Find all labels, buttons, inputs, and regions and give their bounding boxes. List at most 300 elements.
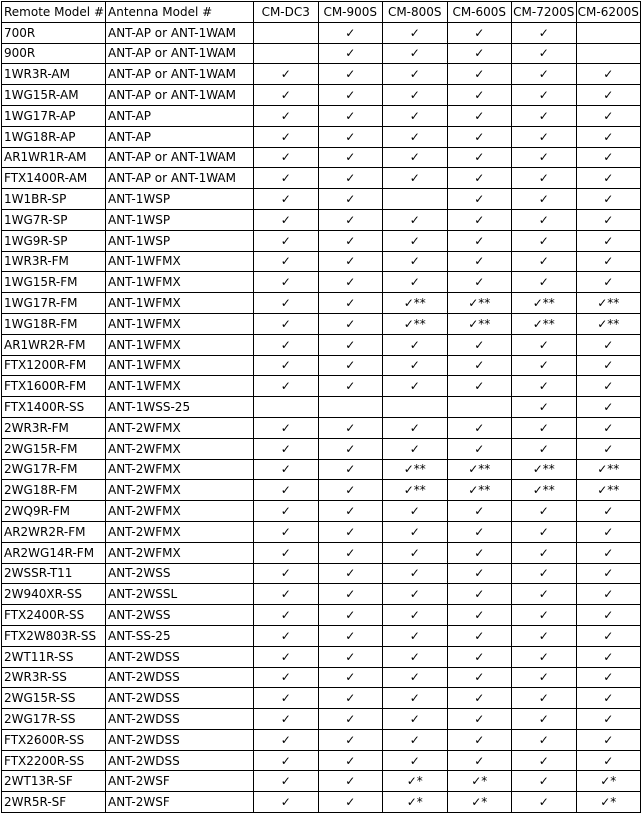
cell-cm-7200s: ✓ xyxy=(512,417,577,438)
cell-remote-model: FTX2W803R-SS xyxy=(2,625,106,646)
cell-remote-model: 1WG15R-FM xyxy=(2,272,106,293)
cell-remote-model: FTX2400R-SS xyxy=(2,605,106,626)
cell-antenna-model: ANT-1WFMX xyxy=(106,334,254,355)
cell-cm-900s: ✓ xyxy=(318,771,383,792)
cell-cm-900s: ✓ xyxy=(318,584,383,605)
cell-antenna-model: ANT-AP or ANT-1WAM xyxy=(106,43,254,64)
cell-cm-7200s: ✓ xyxy=(512,792,577,813)
cell-remote-model: FTX1200R-FM xyxy=(2,355,106,376)
table-row xyxy=(2,709,641,730)
cell-cm-600s: ✓ xyxy=(447,709,512,730)
cell-cm-6200s: ✓ xyxy=(576,625,641,646)
cell-cm-800s: ✓ xyxy=(383,542,448,563)
cell-cm-800s: ✓ xyxy=(383,251,448,272)
cell-cm-900s xyxy=(318,397,383,418)
cell-cm-7200s: ✓ xyxy=(512,646,577,667)
cell-cm-800s: ✓ xyxy=(383,355,448,376)
cell-cm-6200s: ✓ xyxy=(576,189,641,210)
cell-antenna-model: ANT-1WFMX xyxy=(106,376,254,397)
cell-cm-6200s: ✓ xyxy=(576,438,641,459)
header-remote-model: Remote Model # xyxy=(2,2,106,23)
cell-cm-800s: ✓ xyxy=(383,168,448,189)
table-row xyxy=(2,189,641,210)
table-row xyxy=(2,792,641,813)
cell-cm-900s: ✓ xyxy=(318,667,383,688)
cell-cm-600s: ✓ xyxy=(447,334,512,355)
cell-cm-dc3: ✓ xyxy=(254,542,319,563)
cell-remote-model: 2WT13R-SF xyxy=(2,771,106,792)
cell-cm-600s: ✓** xyxy=(447,293,512,314)
cell-cm-dc3: ✓ xyxy=(254,646,319,667)
cell-cm-600s: ✓ xyxy=(447,625,512,646)
cell-cm-dc3: ✓ xyxy=(254,168,319,189)
cell-cm-7200s: ✓ xyxy=(512,230,577,251)
cell-cm-900s: ✓ xyxy=(318,126,383,147)
table-row xyxy=(2,209,641,230)
cell-cm-800s: ✓ xyxy=(383,43,448,64)
cell-cm-dc3 xyxy=(254,397,319,418)
cell-cm-800s: ✓ xyxy=(383,147,448,168)
cell-cm-6200s: ✓ xyxy=(576,209,641,230)
cell-remote-model: 1WR3R-FM xyxy=(2,251,106,272)
table-row xyxy=(2,397,641,418)
cell-cm-900s: ✓ xyxy=(318,646,383,667)
cell-cm-dc3: ✓ xyxy=(254,521,319,542)
cell-cm-600s: ✓ xyxy=(447,729,512,750)
cell-cm-900s: ✓ xyxy=(318,625,383,646)
table-row xyxy=(2,272,641,293)
cell-cm-6200s: ✓ xyxy=(576,147,641,168)
cell-cm-6200s: ✓ xyxy=(576,272,641,293)
cell-cm-600s: ✓ xyxy=(447,147,512,168)
cell-cm-600s: ✓ xyxy=(447,85,512,106)
cell-antenna-model: ANT-AP or ANT-1WAM xyxy=(106,64,254,85)
cell-antenna-model: ANT-1WSP xyxy=(106,230,254,251)
cell-antenna-model: ANT-1WSP xyxy=(106,189,254,210)
cell-cm-dc3: ✓ xyxy=(254,792,319,813)
cell-cm-600s: ✓** xyxy=(447,313,512,334)
table-row xyxy=(2,147,641,168)
cell-cm-dc3: ✓ xyxy=(254,209,319,230)
cell-cm-900s: ✓ xyxy=(318,792,383,813)
cell-cm-dc3: ✓ xyxy=(254,334,319,355)
cell-cm-600s xyxy=(447,397,512,418)
cell-cm-7200s: ✓ xyxy=(512,334,577,355)
cell-cm-900s: ✓ xyxy=(318,272,383,293)
header-antenna-model: Antenna Model # xyxy=(106,2,254,23)
cell-cm-600s: ✓ xyxy=(447,521,512,542)
cell-cm-800s: ✓ xyxy=(383,105,448,126)
cell-remote-model: 900R xyxy=(2,43,106,64)
cell-cm-600s: ✓ xyxy=(447,355,512,376)
cell-cm-600s: ✓ xyxy=(447,667,512,688)
cell-remote-model: 1WG15R-AM xyxy=(2,85,106,106)
cell-cm-600s: ✓** xyxy=(447,459,512,480)
table-row xyxy=(2,126,641,147)
cell-cm-800s: ✓ xyxy=(383,334,448,355)
cell-cm-7200s: ✓ xyxy=(512,376,577,397)
cell-remote-model: 2WG18R-FM xyxy=(2,480,106,501)
cell-cm-6200s: ✓ xyxy=(576,688,641,709)
cell-cm-600s: ✓ xyxy=(447,417,512,438)
cell-cm-800s xyxy=(383,397,448,418)
cell-cm-6200s: ✓ xyxy=(576,750,641,771)
cell-cm-7200s: ✓ xyxy=(512,521,577,542)
cell-cm-900s: ✓ xyxy=(318,334,383,355)
cell-cm-6200s: ✓ xyxy=(576,417,641,438)
cell-cm-dc3: ✓ xyxy=(254,230,319,251)
cell-cm-7200s: ✓** xyxy=(512,293,577,314)
cell-cm-600s: ✓ xyxy=(447,43,512,64)
cell-cm-900s: ✓ xyxy=(318,85,383,106)
cell-remote-model: FTX2200R-SS xyxy=(2,750,106,771)
cell-cm-600s: ✓* xyxy=(447,771,512,792)
cell-cm-7200s: ✓ xyxy=(512,542,577,563)
cell-cm-600s: ✓ xyxy=(447,126,512,147)
cell-cm-600s: ✓ xyxy=(447,542,512,563)
cell-cm-900s: ✓ xyxy=(318,563,383,584)
cell-cm-900s: ✓ xyxy=(318,376,383,397)
cell-cm-6200s: ✓ xyxy=(576,168,641,189)
cell-cm-800s: ✓ xyxy=(383,209,448,230)
cell-cm-800s: ✓ xyxy=(383,521,448,542)
cell-cm-7200s: ✓ xyxy=(512,605,577,626)
cell-cm-800s: ✓ xyxy=(383,85,448,106)
table-row xyxy=(2,605,641,626)
cell-cm-800s: ✓ xyxy=(383,22,448,43)
cell-cm-dc3: ✓ xyxy=(254,667,319,688)
header-cm-dc3: CM-DC3 xyxy=(254,2,319,23)
cell-cm-6200s: ✓** xyxy=(576,293,641,314)
cell-cm-6200s xyxy=(576,43,641,64)
cell-remote-model: 2WR3R-FM xyxy=(2,417,106,438)
cell-cm-6200s: ✓ xyxy=(576,251,641,272)
cell-cm-800s: ✓ xyxy=(383,584,448,605)
cell-cm-900s: ✓ xyxy=(318,605,383,626)
cell-cm-6200s: ✓* xyxy=(576,792,641,813)
cell-remote-model: 1WG17R-AP xyxy=(2,105,106,126)
cell-cm-800s: ✓ xyxy=(383,376,448,397)
table-row xyxy=(2,417,641,438)
cell-cm-800s: ✓ xyxy=(383,646,448,667)
cell-cm-dc3 xyxy=(254,43,319,64)
table-row xyxy=(2,313,641,334)
cell-cm-600s: ✓ xyxy=(447,584,512,605)
cell-cm-7200s: ✓ xyxy=(512,438,577,459)
cell-cm-900s: ✓ xyxy=(318,105,383,126)
cell-cm-900s: ✓ xyxy=(318,189,383,210)
cell-antenna-model: ANT-AP xyxy=(106,126,254,147)
cell-cm-dc3: ✓ xyxy=(254,355,319,376)
cell-cm-900s: ✓ xyxy=(318,750,383,771)
cell-cm-dc3: ✓ xyxy=(254,272,319,293)
cell-cm-6200s: ✓ xyxy=(576,563,641,584)
cell-cm-800s: ✓ xyxy=(383,126,448,147)
cell-cm-900s: ✓ xyxy=(318,230,383,251)
cell-antenna-model: ANT-2WSS xyxy=(106,605,254,626)
cell-cm-800s: ✓ xyxy=(383,625,448,646)
table-row xyxy=(2,750,641,771)
cell-antenna-model: ANT-2WFMX xyxy=(106,480,254,501)
cell-cm-7200s: ✓ xyxy=(512,126,577,147)
cell-cm-900s: ✓ xyxy=(318,293,383,314)
cell-antenna-model: ANT-1WFMX xyxy=(106,251,254,272)
cell-antenna-model: ANT-AP or ANT-1WAM xyxy=(106,168,254,189)
cell-cm-800s: ✓** xyxy=(383,293,448,314)
cell-cm-900s: ✓ xyxy=(318,147,383,168)
cell-cm-dc3: ✓ xyxy=(254,147,319,168)
cell-cm-800s: ✓ xyxy=(383,667,448,688)
cell-remote-model: 2WR3R-SS xyxy=(2,667,106,688)
cell-remote-model: FTX1600R-FM xyxy=(2,376,106,397)
table-row xyxy=(2,438,641,459)
cell-antenna-model: ANT-2WFMX xyxy=(106,459,254,480)
cell-cm-6200s: ✓* xyxy=(576,771,641,792)
cell-cm-900s: ✓ xyxy=(318,480,383,501)
table-row xyxy=(2,688,641,709)
cell-antenna-model: ANT-SS-25 xyxy=(106,625,254,646)
cell-cm-800s: ✓ xyxy=(383,417,448,438)
cell-cm-6200s: ✓ xyxy=(576,230,641,251)
header-row xyxy=(2,2,641,23)
cell-cm-7200s: ✓ xyxy=(512,667,577,688)
cell-antenna-model: ANT-AP or ANT-1WAM xyxy=(106,85,254,106)
table-row xyxy=(2,646,641,667)
cell-cm-900s: ✓ xyxy=(318,22,383,43)
cell-remote-model: 2WSSR-T11 xyxy=(2,563,106,584)
cell-cm-dc3: ✓ xyxy=(254,189,319,210)
cell-cm-800s: ✓** xyxy=(383,480,448,501)
cell-antenna-model: ANT-1WFMX xyxy=(106,313,254,334)
cell-cm-800s: ✓ xyxy=(383,709,448,730)
cell-antenna-model: ANT-1WFMX xyxy=(106,355,254,376)
cell-cm-7200s: ✓ xyxy=(512,625,577,646)
cell-cm-900s: ✓ xyxy=(318,438,383,459)
table-row xyxy=(2,334,641,355)
cell-cm-600s: ✓ xyxy=(447,438,512,459)
cell-cm-dc3: ✓ xyxy=(254,438,319,459)
cell-cm-600s: ✓ xyxy=(447,750,512,771)
cell-cm-900s: ✓ xyxy=(318,501,383,522)
table-row xyxy=(2,542,641,563)
cell-cm-900s: ✓ xyxy=(318,251,383,272)
cell-antenna-model: ANT-2WSF xyxy=(106,771,254,792)
table-row xyxy=(2,43,641,64)
cell-cm-6200s: ✓ xyxy=(576,376,641,397)
cell-cm-800s: ✓ xyxy=(383,272,448,293)
cell-antenna-model: ANT-2WDSS xyxy=(106,750,254,771)
cell-remote-model: FTX2600R-SS xyxy=(2,729,106,750)
cell-cm-7200s: ✓ xyxy=(512,64,577,85)
cell-antenna-model: ANT-2WDSS xyxy=(106,646,254,667)
cell-cm-7200s: ✓ xyxy=(512,147,577,168)
cell-cm-900s: ✓ xyxy=(318,168,383,189)
cell-cm-900s: ✓ xyxy=(318,313,383,334)
table-row xyxy=(2,501,641,522)
cell-remote-model: AR1WR1R-AM xyxy=(2,147,106,168)
cell-cm-7200s: ✓** xyxy=(512,459,577,480)
cell-remote-model: 2WG15R-SS xyxy=(2,688,106,709)
cell-cm-dc3: ✓ xyxy=(254,85,319,106)
cell-cm-600s: ✓ xyxy=(447,605,512,626)
cell-remote-model: 1WG7R-SP xyxy=(2,209,106,230)
cell-antenna-model: ANT-2WSSL xyxy=(106,584,254,605)
cell-antenna-model: ANT-2WSF xyxy=(106,792,254,813)
cell-cm-600s: ✓ xyxy=(447,168,512,189)
cell-antenna-model: ANT-2WFMX xyxy=(106,417,254,438)
cell-cm-7200s: ✓ xyxy=(512,272,577,293)
cell-cm-6200s: ✓ xyxy=(576,334,641,355)
cell-cm-900s: ✓ xyxy=(318,459,383,480)
cell-cm-dc3: ✓ xyxy=(254,105,319,126)
cell-cm-900s: ✓ xyxy=(318,209,383,230)
cell-cm-6200s: ✓ xyxy=(576,126,641,147)
cell-antenna-model: ANT-2WFMX xyxy=(106,501,254,522)
cell-cm-7200s: ✓ xyxy=(512,209,577,230)
cell-cm-7200s: ✓ xyxy=(512,584,577,605)
cell-cm-7200s: ✓ xyxy=(512,22,577,43)
cell-remote-model: AR1WR2R-FM xyxy=(2,334,106,355)
cell-cm-6200s: ✓ xyxy=(576,85,641,106)
cell-cm-6200s: ✓ xyxy=(576,355,641,376)
cell-cm-7200s: ✓ xyxy=(512,355,577,376)
cell-cm-7200s: ✓** xyxy=(512,480,577,501)
cell-cm-6200s: ✓ xyxy=(576,709,641,730)
cell-cm-600s: ✓** xyxy=(447,480,512,501)
cell-cm-800s: ✓ xyxy=(383,688,448,709)
cell-cm-dc3: ✓ xyxy=(254,750,319,771)
table-row xyxy=(2,355,641,376)
cell-cm-800s: ✓ xyxy=(383,605,448,626)
cell-cm-600s: ✓ xyxy=(447,64,512,85)
cell-cm-6200s: ✓ xyxy=(576,64,641,85)
cell-cm-6200s: ✓ xyxy=(576,667,641,688)
cell-cm-dc3: ✓ xyxy=(254,459,319,480)
cell-remote-model: 2WR5R-SF xyxy=(2,792,106,813)
table-row xyxy=(2,729,641,750)
table-row xyxy=(2,563,641,584)
cell-cm-dc3 xyxy=(254,22,319,43)
cell-antenna-model: ANT-2WDSS xyxy=(106,709,254,730)
table-row xyxy=(2,771,641,792)
header-cm-6200s: CM-6200S xyxy=(576,2,641,23)
cell-cm-600s: ✓* xyxy=(447,792,512,813)
header-cm-900s: CM-900S xyxy=(318,2,383,23)
cell-cm-600s: ✓ xyxy=(447,251,512,272)
cell-antenna-model: ANT-AP or ANT-1WAM xyxy=(106,22,254,43)
cell-cm-6200s: ✓ xyxy=(576,605,641,626)
table-row xyxy=(2,64,641,85)
cell-antenna-model: ANT-2WDSS xyxy=(106,688,254,709)
table-row xyxy=(2,251,641,272)
cell-antenna-model: ANT-1WFMX xyxy=(106,272,254,293)
cell-cm-600s: ✓ xyxy=(447,646,512,667)
cell-cm-7200s: ✓ xyxy=(512,771,577,792)
table-row xyxy=(2,376,641,397)
cell-cm-600s: ✓ xyxy=(447,376,512,397)
cell-remote-model: 1WG17R-FM xyxy=(2,293,106,314)
cell-cm-900s: ✓ xyxy=(318,417,383,438)
compatibility-table xyxy=(1,1,641,813)
cell-antenna-model: ANT-2WDSS xyxy=(106,729,254,750)
cell-remote-model: 1W1BR-SP xyxy=(2,189,106,210)
cell-cm-dc3: ✓ xyxy=(254,688,319,709)
cell-cm-600s: ✓ xyxy=(447,272,512,293)
cell-remote-model: AR2WG14R-FM xyxy=(2,542,106,563)
cell-cm-600s: ✓ xyxy=(447,230,512,251)
table-row xyxy=(2,480,641,501)
cell-cm-6200s: ✓ xyxy=(576,501,641,522)
cell-antenna-model: ANT-2WFMX xyxy=(106,438,254,459)
cell-cm-7200s: ✓ xyxy=(512,105,577,126)
cell-cm-800s: ✓ xyxy=(383,64,448,85)
cell-remote-model: 1WG18R-FM xyxy=(2,313,106,334)
cell-cm-800s: ✓ xyxy=(383,230,448,251)
cell-cm-dc3: ✓ xyxy=(254,251,319,272)
cell-cm-dc3: ✓ xyxy=(254,584,319,605)
cell-cm-dc3: ✓ xyxy=(254,605,319,626)
cell-cm-dc3: ✓ xyxy=(254,771,319,792)
cell-remote-model: 2WG15R-FM xyxy=(2,438,106,459)
cell-cm-dc3: ✓ xyxy=(254,417,319,438)
cell-remote-model: 2WG17R-FM xyxy=(2,459,106,480)
cell-cm-dc3: ✓ xyxy=(254,729,319,750)
cell-cm-6200s: ✓ xyxy=(576,105,641,126)
cell-cm-600s: ✓ xyxy=(447,209,512,230)
cell-cm-7200s: ✓ xyxy=(512,251,577,272)
cell-cm-7200s: ✓ xyxy=(512,688,577,709)
cell-cm-7200s: ✓ xyxy=(512,750,577,771)
cell-cm-7200s: ✓** xyxy=(512,313,577,334)
cell-remote-model: 2WQ9R-FM xyxy=(2,501,106,522)
cell-cm-7200s: ✓ xyxy=(512,709,577,730)
cell-cm-900s: ✓ xyxy=(318,729,383,750)
cell-cm-600s: ✓ xyxy=(447,105,512,126)
cell-cm-6200s: ✓** xyxy=(576,459,641,480)
cell-cm-dc3: ✓ xyxy=(254,64,319,85)
cell-cm-dc3: ✓ xyxy=(254,625,319,646)
cell-cm-800s: ✓ xyxy=(383,750,448,771)
cell-remote-model: 2WG17R-SS xyxy=(2,709,106,730)
cell-cm-900s: ✓ xyxy=(318,355,383,376)
cell-cm-7200s: ✓ xyxy=(512,729,577,750)
table-body xyxy=(2,22,641,812)
header-cm-800s: CM-800S xyxy=(383,2,448,23)
cell-cm-6200s xyxy=(576,22,641,43)
cell-cm-6200s: ✓ xyxy=(576,521,641,542)
cell-cm-6200s: ✓** xyxy=(576,480,641,501)
cell-remote-model: FTX1400R-AM xyxy=(2,168,106,189)
cell-cm-600s: ✓ xyxy=(447,189,512,210)
cell-antenna-model: ANT-2WFMX xyxy=(106,521,254,542)
cell-antenna-model: ANT-AP or ANT-1WAM xyxy=(106,147,254,168)
cell-remote-model: FTX1400R-SS xyxy=(2,397,106,418)
table-row xyxy=(2,625,641,646)
cell-cm-600s: ✓ xyxy=(447,22,512,43)
table-row xyxy=(2,459,641,480)
table-row xyxy=(2,230,641,251)
cell-cm-7200s: ✓ xyxy=(512,397,577,418)
cell-cm-7200s: ✓ xyxy=(512,501,577,522)
cell-cm-800s xyxy=(383,189,448,210)
cell-cm-7200s: ✓ xyxy=(512,168,577,189)
cell-cm-6200s: ✓ xyxy=(576,397,641,418)
table-row xyxy=(2,667,641,688)
cell-cm-6200s: ✓ xyxy=(576,584,641,605)
cell-remote-model: 1WG9R-SP xyxy=(2,230,106,251)
cell-cm-900s: ✓ xyxy=(318,709,383,730)
table-row xyxy=(2,293,641,314)
